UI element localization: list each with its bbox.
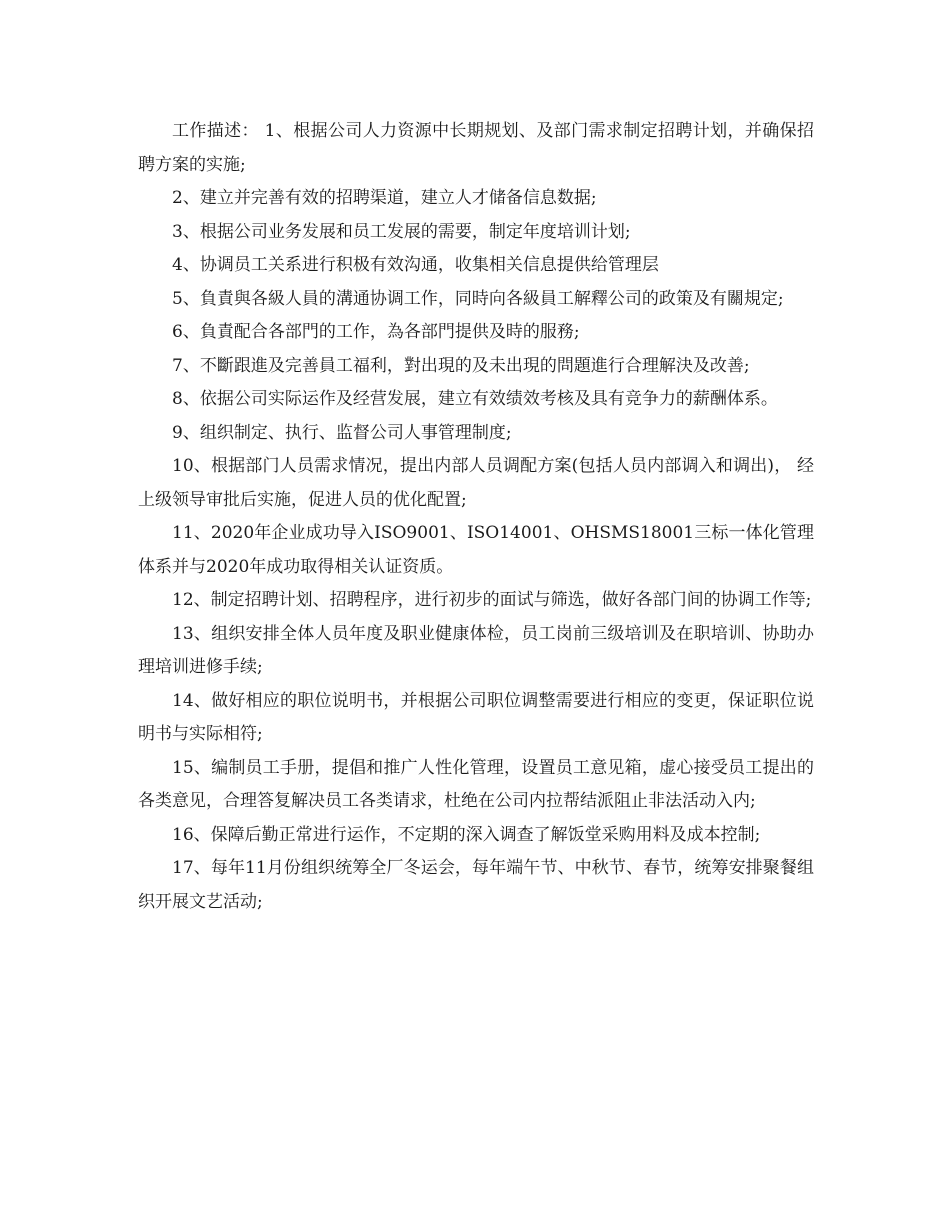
document-body	[138, 115, 814, 919]
paragraph-item-15: 15、编制员工手册，提倡和推广人性化管理，设置员工意见箱，虚心接受员工提出的各类意见，合理答复解决员工各类请求，杜绝在公司内拉帮结派阻止非法活动入内;	[138, 757, 814, 811]
paragraph-item-7: 7、不斷跟進及完善員工福利，對出現的及未出現的問題進行合理解決及改善;	[172, 355, 750, 376]
paragraph-item-12: 12、制定招聘计划、招聘程序，进行初步的面试与筛选，做好各部门间的协调工作等;	[172, 590, 812, 610]
paragraph-item-8: 8、依据公司实际运作及经营发展，建立有效绩效考核及具有竞争力的薪酬体系。	[172, 389, 778, 409]
paragraph-item-13: 13、组织安排全体人员年度及职业健康体检，员工岗前三级培训及在职培训、协助办理培训进修手续;	[138, 623, 814, 677]
paragraph-item-10: 10、根据部门人员需求情况，提出内部人员调配方案(包括人员内部调入和调出)， 经上级领导审批后实施，促进人员的优化配置;	[138, 456, 814, 510]
paragraph-item-17: 17、每年11月份组织统筹全厂冬运会，每年端午节、中秋节、春节，统筹安排聚餐组织开展文艺活动;	[138, 858, 814, 912]
paragraph-item-3: 3、根据公司业务发展和员工发展的需要，制定年度培训计划;	[172, 221, 631, 242]
paragraph-item-16: 16、保障后勤正常进行运作，不定期的深入调查了解饭堂采购用料及成本控制;	[172, 824, 761, 845]
paragraph-item-2: 2、建立并完善有效的招聘渠道，建立人才储备信息数据;	[172, 188, 597, 208]
paragraph-item-5: 5、負責與各級人員的溝通协调工作，同時向各級員工解釋公司的政策及有關規定;	[172, 288, 784, 309]
paragraph-job-description-1: 工作描述： 1、根据公司人力资源中长期规划、及部门需求制定招聘计划，并确保招聘方案的实施;	[138, 121, 814, 175]
paragraph-item-9: 9、组织制定、执行、监督公司人事管理制度;	[172, 422, 512, 443]
paragraph-item-4: 4、协调员工关系进行积极有效沟通，收集相关信息提供给管理层	[172, 255, 659, 275]
paragraph-item-6: 6、負責配合各部門的工作，為各部門提供及時的服務;	[172, 322, 580, 342]
paragraph-item-11: 11、2020年企业成功导入ISO9001、ISO14001、OHSMS18001三标一体化管理体系并与2020年成功取得相关认证资质。	[138, 523, 814, 577]
paragraph-item-14: 14、做好相应的职位说明书，并根据公司职位调整需要进行相应的变更，保证职位说明书与实际相符;	[138, 690, 814, 744]
